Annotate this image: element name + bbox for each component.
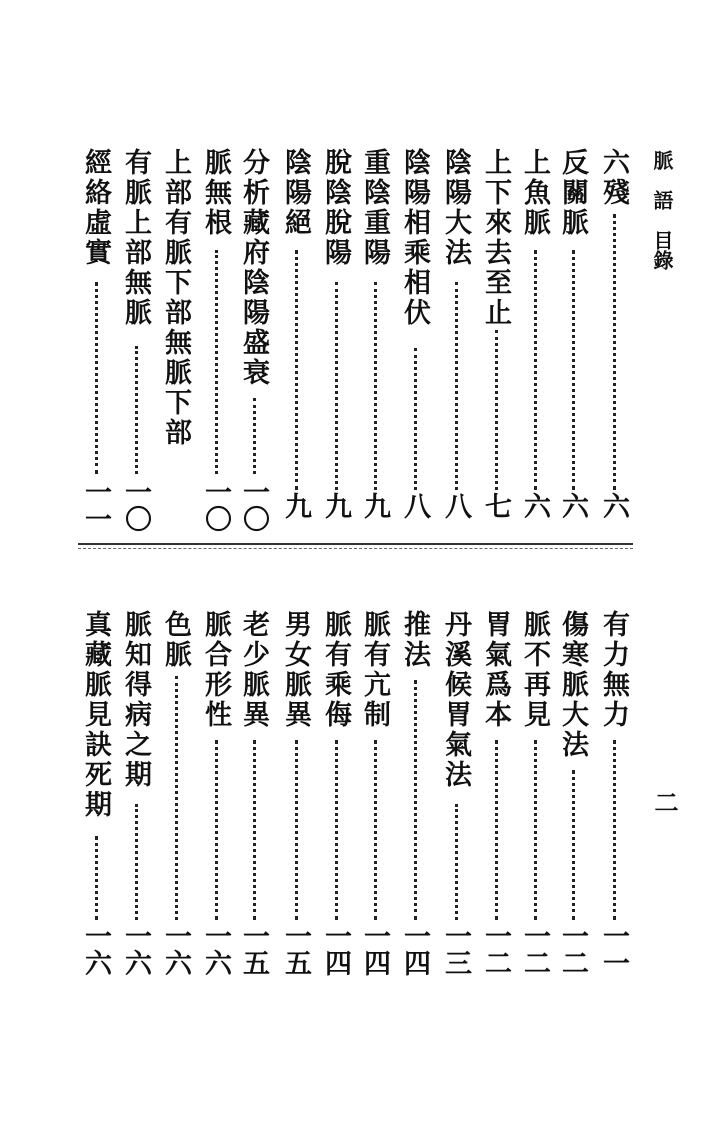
toc-entry-title: 真藏脈見訣死期 xyxy=(80,610,111,820)
dot-leader xyxy=(374,282,381,490)
toc-entry-title: 胃氣爲本 xyxy=(480,610,511,730)
dot-leader xyxy=(374,740,381,920)
page-number: 二 xyxy=(650,790,679,814)
dot-leader xyxy=(215,250,222,474)
dot-leader xyxy=(215,740,222,920)
toc-entry-page: 一四 xyxy=(359,922,390,976)
toc-entry-title: 上下來去至止 xyxy=(480,148,511,328)
dot-leader xyxy=(613,214,620,490)
dot-leader xyxy=(455,804,462,920)
toc-entry-page: 六 xyxy=(557,492,588,519)
toc-entry-page: 六 xyxy=(598,492,629,519)
toc-entry-page: 六 xyxy=(519,492,550,519)
toc-entry-title: 上部有脈下部無脈下部 xyxy=(160,148,191,448)
toc-entry-title: 經絡虛實 xyxy=(80,148,111,268)
toc-entry-page: 一四 xyxy=(320,922,351,976)
dot-leader xyxy=(534,250,541,490)
toc-entry-title: 上魚脈 xyxy=(519,148,550,238)
toc-entry-page: 九 xyxy=(359,492,390,519)
toc-entry-page: 一三 xyxy=(440,922,471,976)
dot-leader xyxy=(495,740,502,920)
toc-entry-page: 一六 xyxy=(200,922,231,976)
toc-entry-title: 色脈 xyxy=(160,610,191,670)
toc-entry-title: 丹溪候胃氣法 xyxy=(440,610,471,790)
toc-entry-page: 一二 xyxy=(519,922,550,976)
dot-leader xyxy=(253,740,260,920)
toc-entry-page: 九 xyxy=(280,492,311,519)
toc-entry-title: 分析藏府陰陽盛衰 xyxy=(238,148,269,388)
toc-entry-title: 傷寒脈大法 xyxy=(557,610,588,760)
dot-leader xyxy=(534,740,541,920)
toc-entry-title: 有力無力 xyxy=(598,610,629,730)
toc-entry-page: 一〇 xyxy=(120,478,151,532)
toc-entry-page: 一六 xyxy=(160,922,191,976)
dot-leader xyxy=(414,680,421,920)
toc-entry-title: 老少脈異 xyxy=(238,610,269,730)
toc-entry-page: 一四 xyxy=(399,922,430,976)
toc-entry-title: 陰陽相乘相伏 xyxy=(399,148,430,328)
toc-entry-title: 重陰重陽 xyxy=(359,148,390,268)
toc-entry-page: 一五 xyxy=(280,922,311,976)
toc-entry-page: 一〇 xyxy=(238,478,269,532)
toc-entry-page: 一六 xyxy=(80,922,111,976)
dot-leader xyxy=(335,282,342,490)
toc-entry-title: 男女脈異 xyxy=(280,610,311,730)
dot-leader xyxy=(95,282,102,474)
toc-entry-page: 一六 xyxy=(120,922,151,976)
toc-entry-page: 一二 xyxy=(480,922,511,976)
dot-leader xyxy=(335,740,342,920)
dot-leader xyxy=(495,330,502,490)
toc-entry-title: 脈有乘侮 xyxy=(320,610,351,730)
dot-leader xyxy=(175,676,182,920)
toc-entry-title: 脈知得病之期 xyxy=(120,610,151,790)
toc-entry-title: 脈不再見 xyxy=(519,610,550,730)
dot-leader xyxy=(295,250,302,490)
dot-leader xyxy=(135,804,142,920)
toc-entry-page: 一〇 xyxy=(200,478,231,532)
toc-entry-title: 六殘 xyxy=(598,148,629,208)
toc-entry-page: 八 xyxy=(440,492,471,519)
toc-entry-page: 一一 xyxy=(598,922,629,976)
toc-entry-page: 九 xyxy=(320,492,351,519)
dot-leader xyxy=(135,346,142,474)
toc-entry-page: 八 xyxy=(399,492,430,519)
toc-entry-page: 一五 xyxy=(238,922,269,976)
running-header-title: 脈 語 目錄 xyxy=(650,150,674,270)
toc-entry-title: 推法 xyxy=(399,610,430,670)
section-divider xyxy=(78,543,633,545)
dot-leader xyxy=(95,836,102,920)
dot-leader xyxy=(414,348,421,490)
dot-leader xyxy=(295,740,302,920)
dot-leader xyxy=(613,740,620,920)
toc-entry-title: 脈無根 xyxy=(200,148,231,238)
section-divider-dashed xyxy=(78,548,633,549)
dot-leader xyxy=(253,398,260,474)
toc-entry-page: 一一 xyxy=(80,478,111,532)
toc-entry-title: 脈有亢制 xyxy=(359,610,390,730)
toc-entry-title: 陰陽絕 xyxy=(280,148,311,238)
toc-entry-title: 脈合形性 xyxy=(200,610,231,730)
toc-entry-title: 反關脈 xyxy=(557,148,588,238)
toc-entry-page: 七 xyxy=(480,492,511,519)
dot-leader xyxy=(572,770,579,920)
dot-leader xyxy=(455,282,462,490)
toc-entry-page: 一二 xyxy=(557,922,588,976)
toc-entry-title: 脫陰脫陽 xyxy=(320,148,351,268)
toc-entry-title: 有脈上部無脈 xyxy=(120,148,151,328)
toc-entry-title: 陰陽大法 xyxy=(440,148,471,268)
dot-leader xyxy=(572,250,579,490)
